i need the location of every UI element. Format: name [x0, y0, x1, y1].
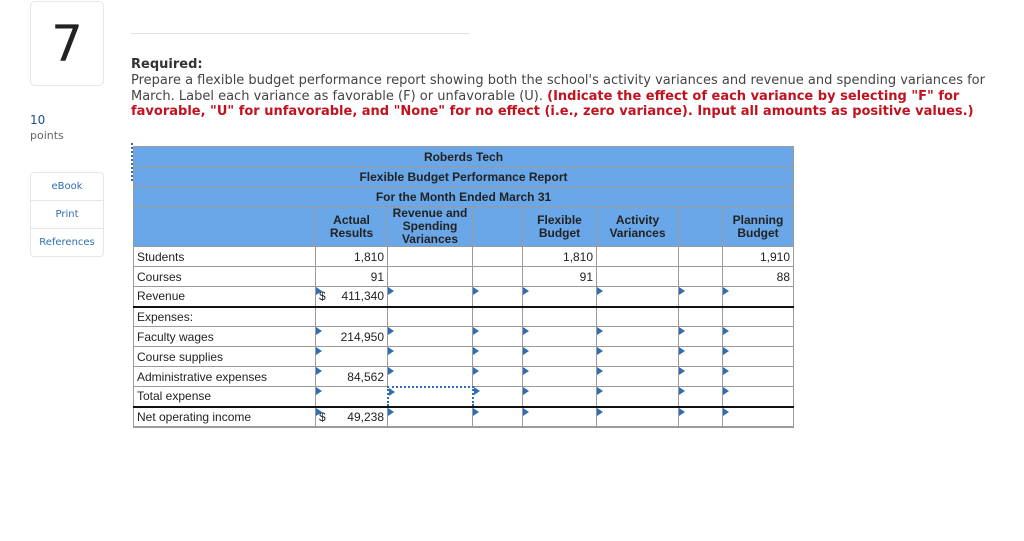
table-row-expenses-heading	[134, 307, 794, 327]
report-title: Flexible Budget Performance Report	[134, 167, 794, 187]
flexible-value: 91	[523, 267, 597, 287]
revenue-activity-variance-input[interactable]	[597, 287, 679, 307]
planning-value: 88	[723, 267, 794, 287]
table-row-net-operating-income	[134, 407, 794, 427]
revenue-activity-effect-select[interactable]	[679, 287, 723, 307]
faculty-wages-activity-variance-input[interactable]	[597, 327, 679, 347]
actual-value: 1,810	[316, 247, 388, 267]
total-expense-planning-input[interactable]	[723, 387, 794, 407]
course-supplies-activity-variance-input[interactable]	[597, 347, 679, 367]
col-header-label	[134, 207, 316, 247]
references-link[interactable]: References	[39, 237, 95, 248]
planning-value: 1,910	[723, 247, 794, 267]
course-supplies-planning-input[interactable]	[723, 347, 794, 367]
col-header-planning: Planning Budget	[723, 207, 794, 247]
faculty-wages-flexible-input[interactable]	[523, 327, 597, 347]
instructions-emphasis: (Indicate the effect of each variance by selecting "F" for favorable, "U" for unfavorable, and "None" for no effect (i.e., zero variance). Input all amounts as positive values.)	[131, 88, 974, 119]
total-expense-activity-variance-input[interactable]	[597, 387, 679, 407]
noi-planning-input[interactable]	[723, 407, 794, 427]
revenue-flexible-input[interactable]	[523, 287, 597, 307]
table-row-faculty-wages	[134, 327, 794, 347]
rs-effect-cell	[473, 247, 523, 267]
revenue-actual-input[interactable]: $ 411,340	[316, 287, 388, 307]
table-row-administrative-expenses	[134, 367, 794, 387]
dollar-sign: $	[319, 289, 326, 304]
table-row-course-supplies	[134, 347, 794, 367]
admin-expenses-activity-effect-select[interactable]	[679, 367, 723, 387]
company-name: Roberds Tech	[134, 147, 794, 167]
revenue-rs-effect-select[interactable]	[473, 287, 523, 307]
admin-expenses-rs-variance-input[interactable]	[388, 367, 473, 387]
course-supplies-activity-effect-select[interactable]	[679, 347, 723, 367]
col-header-actual: Actual Results	[316, 207, 388, 247]
course-supplies-actual-input[interactable]	[316, 347, 388, 367]
noi-rs-variance-input[interactable]	[388, 407, 473, 427]
report-period: For the Month Ended March 31	[134, 187, 794, 207]
flexible-value: 1,810	[523, 247, 597, 267]
row-label: Administrative expenses	[134, 367, 316, 387]
total-expense-flexible-input[interactable]	[523, 387, 597, 407]
activity-effect-cell	[679, 247, 723, 267]
required-heading: Required:	[131, 57, 203, 72]
table-row-total-expense	[134, 387, 794, 407]
table-row-students	[134, 247, 794, 267]
total-expense-rs-effect-select[interactable]	[473, 387, 523, 407]
resources-panel	[30, 172, 104, 257]
row-label: Revenue	[134, 287, 316, 307]
table-row-revenue	[134, 287, 794, 307]
noi-activity-variance-input[interactable]	[597, 407, 679, 427]
row-label: Expenses:	[134, 307, 316, 327]
noi-flexible-input[interactable]	[523, 407, 597, 427]
dollar-sign: $	[319, 409, 326, 424]
table-row-courses	[134, 267, 794, 287]
ebook-link[interactable]: eBook	[31, 173, 103, 201]
total-expense-activity-effect-select[interactable]	[679, 387, 723, 407]
points-value: 10	[30, 113, 46, 127]
col-header-flexible: Flexible Budget	[523, 207, 597, 247]
row-label: Faculty wages	[134, 327, 316, 347]
activity-variance-cell	[597, 267, 679, 287]
activity-effect-cell	[679, 267, 723, 287]
revenue-rs-variance-input[interactable]	[388, 287, 473, 307]
row-label: Net operating income	[134, 407, 316, 427]
question-number: 7	[30, 1, 104, 86]
row-label: Course supplies	[134, 347, 316, 367]
divider	[131, 33, 470, 34]
flexible-budget-report-table	[133, 146, 794, 428]
faculty-wages-actual-input[interactable]: 214,950	[316, 327, 388, 347]
rs-effect-cell	[473, 267, 523, 287]
revenue-planning-input[interactable]	[723, 287, 794, 307]
course-supplies-flexible-input[interactable]	[523, 347, 597, 367]
col-header-rs-variance: Revenue and Spending Variances	[388, 207, 473, 247]
points-label: points	[30, 129, 64, 142]
instructions-text	[131, 73, 991, 120]
print-link[interactable]: Print	[31, 201, 103, 229]
noi-actual-input[interactable]: $ 49,238	[316, 407, 388, 427]
admin-expenses-actual-input[interactable]: 84,562	[316, 367, 388, 387]
faculty-wages-planning-input[interactable]	[723, 327, 794, 347]
noi-activity-effect-select[interactable]	[679, 407, 723, 427]
admin-expenses-planning-input[interactable]	[723, 367, 794, 387]
actual-value: 91	[316, 267, 388, 287]
rs-variance-cell	[388, 267, 473, 287]
admin-expenses-flexible-input[interactable]	[523, 367, 597, 387]
admin-expenses-rs-effect-select[interactable]	[473, 367, 523, 387]
course-supplies-rs-effect-select[interactable]	[473, 347, 523, 367]
col-header-activity-variance: Activity Variances	[597, 207, 679, 247]
faculty-wages-rs-effect-select[interactable]	[473, 327, 523, 347]
row-label: Total expense	[134, 387, 316, 407]
course-supplies-rs-variance-input[interactable]	[388, 347, 473, 367]
activity-variance-cell	[597, 247, 679, 267]
faculty-wages-rs-variance-input[interactable]	[388, 327, 473, 347]
row-label: Courses	[134, 267, 316, 287]
noi-rs-effect-select[interactable]	[473, 407, 523, 427]
row-label: Students	[134, 247, 316, 267]
total-expense-actual-input[interactable]	[316, 387, 388, 407]
col-header-activity-effect	[679, 207, 723, 247]
rs-variance-cell	[388, 247, 473, 267]
col-header-rs-effect	[473, 207, 523, 247]
instructions-body: Prepare a flexible budget performance report showing both the school's activity variances and revenue and spending variances for March. Label each variance as favorable (F) or unfavorable (U).	[131, 73, 985, 104]
admin-expenses-activity-variance-input[interactable]	[597, 367, 679, 387]
total-expense-rs-variance-input[interactable]	[388, 387, 473, 407]
faculty-wages-activity-effect-select[interactable]	[679, 327, 723, 347]
